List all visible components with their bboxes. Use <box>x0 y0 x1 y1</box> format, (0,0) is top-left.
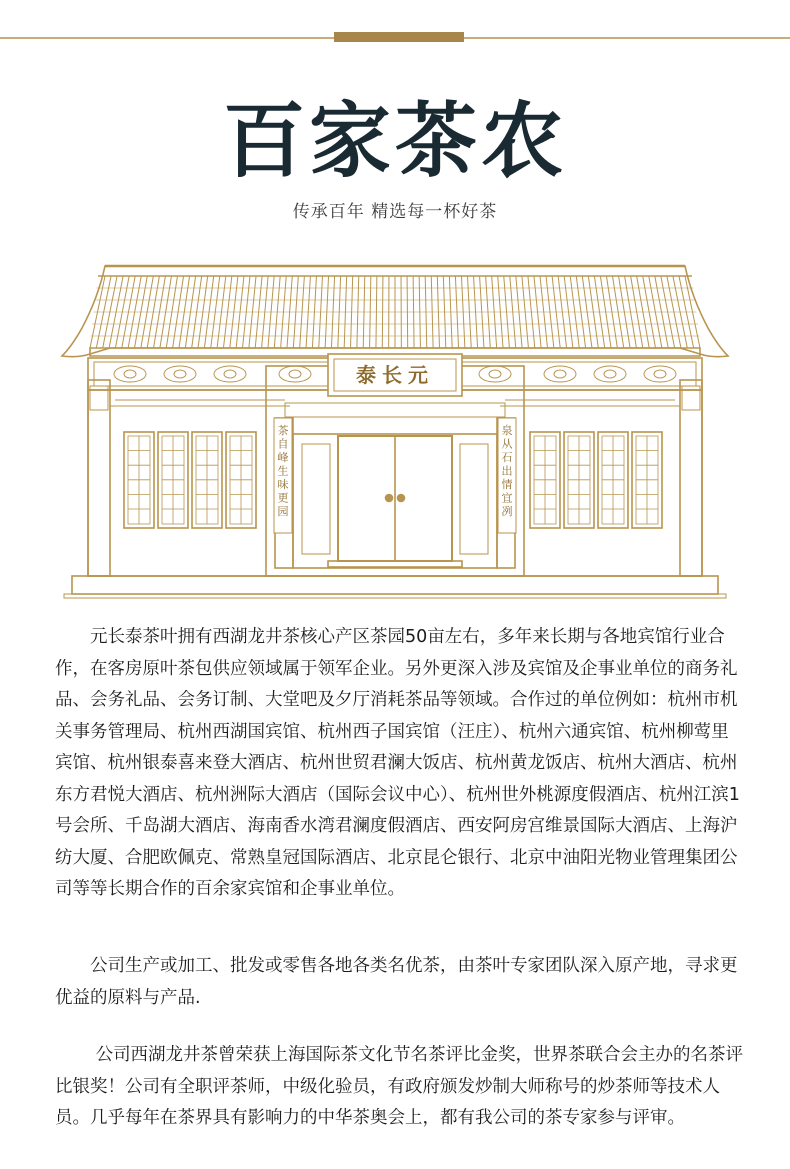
central-gate <box>266 354 524 576</box>
lattice-windows <box>124 432 662 528</box>
production-paragraph <box>55 951 745 1014</box>
couplet-right <box>498 418 516 533</box>
intro-paragraph <box>55 622 745 906</box>
awards-paragraph <box>55 1040 745 1135</box>
roof <box>62 266 728 357</box>
top-accent-bar <box>334 32 464 42</box>
paragraph-2: 公司生产或加工、批发或零售各地各类名优茶，由茶叶专家团队深入原产地，寻求更优益的原料与产品. <box>55 956 738 1008</box>
page-title: 百家茶农 <box>222 93 567 189</box>
building-illustration <box>60 258 730 600</box>
svg-text:泉从石出情宜冽: 泉从石出情宜冽 <box>501 424 513 518</box>
paragraph-3: 公司西湖龙井茶曾荣获上海国际茶文化节名茶评比金奖，世界茶联合会主办的名茶评比银奖！公司有全职评茶师，中级化验员，有政府颁发炒制大师称号的炒茶师等技术人员。几乎每年在茶界具有影响力的中华茶奥会上，都有我公司的茶专家参与评审。 <box>55 1045 744 1128</box>
paragraph-1: 元长泰茶叶拥有西湖龙井茶核心产区茶园50亩左右，多年来长期与各地宾馆行业合作，在客房原叶茶包供应领域属于领军企业。另外更深入涉及宾馆及企事业单位的商务礼品、会务礼品、会务订制、大堂吧及夕厅消耗茶品等领域。合作过的单位例如：杭州市机关事务管理局、杭州西湖国宾馆、杭州西子国宾馆（汪庄）、杭州六通宾馆、杭州柳莺里宾馆、杭州银泰喜来登大酒店、杭州世贸君澜大饭店、杭州黄龙饭店、杭州大酒店、杭州东方君悦大酒店、杭州洲际大酒店（国际会议中心）、杭州世外桃源度假酒店、杭州江滨1号会所、千岛湖大酒店、海南香水湾君澜度假酒店、西安阿房宫维景国际大酒店、上海沪纺大厦、合肥欧佩克、常熟皇冠国际酒店、北京昆仑银行、北京中油阳光物业管理集团公司等等长期合作的百余家宾馆和企事业单位。 <box>55 627 740 899</box>
page-subtitle: 传承百年 精选每一杯好茶 <box>292 202 498 222</box>
couplet-left <box>274 418 292 533</box>
building-base <box>72 576 718 594</box>
building-sign-text: 泰长元 <box>356 363 434 387</box>
svg-text:茶自峰生味更园: 茶自峰生味更园 <box>277 424 289 518</box>
